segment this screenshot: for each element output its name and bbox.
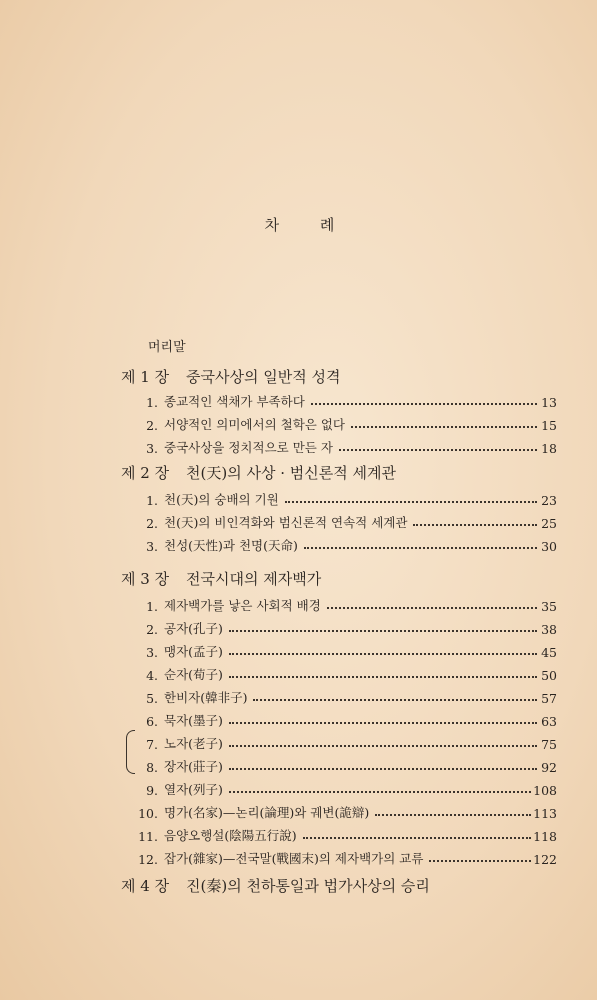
toc-entry (134, 730, 557, 752)
toc-entry (134, 509, 557, 531)
leader-dots (375, 814, 531, 816)
leader-dots (229, 676, 537, 678)
entry-page: 18 (541, 441, 557, 456)
entry-number: 11. (138, 829, 158, 844)
toc-entry (134, 434, 557, 456)
entry-text: 묵자(墨子) (164, 713, 223, 728)
chapter-heading-3 (121, 568, 321, 589)
entry-text: 천(天)의 숭배의 기원 (164, 492, 279, 507)
entry-text: 맹자(孟子) (164, 644, 223, 659)
leader-dots (303, 837, 532, 839)
entry-page: 15 (541, 418, 557, 433)
chapter-number: 제 3 장 (121, 570, 170, 588)
entry-number: 5. (146, 691, 158, 706)
leader-dots (229, 768, 537, 770)
entry-number: 3. (146, 539, 158, 554)
chapter-heading-4 (121, 875, 430, 896)
entry-page: 23 (541, 493, 557, 508)
chapter-number: 제 2 장 (121, 464, 170, 482)
chapter-number: 제 4 장 (121, 877, 170, 895)
toc-entry (134, 776, 557, 798)
entry-page: 50 (541, 668, 557, 683)
toc-entry (134, 661, 557, 683)
entry-number: 2. (146, 418, 158, 433)
chapter-title: 중국사상의 일반적 성격 (186, 368, 341, 386)
entry-page: 13 (541, 395, 557, 410)
toc-entry (134, 411, 557, 433)
entry-number: 10. (138, 806, 158, 821)
leader-dots (229, 791, 531, 793)
toc-entry (134, 638, 557, 660)
leader-dots (229, 653, 537, 655)
entry-text: 장자(莊子) (164, 759, 223, 774)
entry-text: 종교적인 색채가 부족하다 (164, 394, 305, 409)
chapter-heading-2 (121, 462, 396, 483)
chapter-title: 진(秦)의 천하통일과 법가사상의 승리 (186, 877, 430, 895)
entry-page: 57 (541, 691, 557, 706)
toc-entry (134, 684, 557, 706)
entry-text: 한비자(韓非子) (164, 690, 248, 705)
toc-entry (134, 707, 557, 729)
entry-text: 잡가(雜家)—전국말(戰國末)의 제자백가의 교류 (164, 851, 424, 866)
entry-number: 3. (146, 441, 158, 456)
entry-page: 63 (541, 714, 557, 729)
leader-dots (429, 860, 531, 862)
entry-page: 25 (541, 516, 557, 531)
entry-page: 35 (541, 599, 557, 614)
entry-number: 7. (146, 737, 158, 752)
entry-text: 순자(荀子) (164, 667, 223, 682)
leader-dots (229, 722, 537, 724)
entry-text: 노자(老子) (164, 736, 223, 751)
toc-entry (134, 753, 557, 775)
chapter-heading-1 (121, 366, 340, 387)
toc-entry (134, 486, 557, 508)
entry-text: 서양적인 의미에서의 철학은 없다 (164, 417, 345, 432)
entry-page: 108 (533, 783, 557, 798)
toc-entry (134, 592, 557, 614)
toc-entry (134, 532, 557, 554)
entry-text: 천(天)의 비인격화와 범신론적 연속적 세계관 (164, 515, 408, 530)
entry-text: 열자(列子) (164, 782, 223, 797)
entry-number: 4. (146, 668, 158, 683)
leader-dots (229, 630, 537, 632)
toc-entry (134, 845, 557, 867)
toc-entry (134, 822, 557, 844)
entry-number: 1. (146, 493, 158, 508)
entry-number: 2. (146, 516, 158, 531)
chapter-number: 제 1 장 (121, 368, 170, 386)
entry-page: 45 (541, 645, 557, 660)
entry-number: 1. (146, 395, 158, 410)
preface-heading: 머리말 (148, 340, 186, 355)
entry-text: 중국사상을 정치적으로 만든 자 (164, 440, 333, 455)
entry-number: 6. (146, 714, 158, 729)
leader-dots (311, 403, 537, 405)
chapter-title: 천(天)의 사상 · 범신론적 세계관 (186, 464, 396, 482)
entry-page: 118 (533, 829, 557, 844)
leader-dots (351, 426, 537, 428)
leader-dots (304, 547, 537, 549)
leader-dots (339, 449, 537, 451)
entry-page: 38 (541, 622, 557, 637)
entry-page: 113 (533, 806, 557, 821)
leader-dots (327, 607, 537, 609)
page-title: 차 례 (264, 216, 353, 234)
entry-page: 30 (541, 539, 557, 554)
entry-number: 1. (146, 599, 158, 614)
entry-number: 12. (138, 852, 158, 867)
leader-dots (413, 524, 537, 526)
entry-number: 8. (146, 760, 158, 775)
toc-entry (134, 615, 557, 637)
entry-number: 9. (146, 783, 158, 798)
chapter-title: 전국시대의 제자백가 (186, 570, 322, 588)
entry-text: 천성(天性)과 천명(天命) (164, 538, 298, 553)
leader-dots (253, 699, 537, 701)
entry-page: 92 (541, 760, 557, 775)
entry-text: 음양오행설(陰陽五行說) (164, 828, 297, 843)
entry-number: 3. (146, 645, 158, 660)
leader-dots (285, 501, 537, 503)
toc-entry (134, 799, 557, 821)
entry-text: 명가(名家)—논리(論理)와 궤변(詭辯) (164, 805, 370, 820)
entry-page: 122 (533, 852, 557, 867)
entry-number: 2. (146, 622, 158, 637)
entry-text: 제자백가를 낳은 사회적 배경 (164, 598, 321, 613)
entry-text: 공자(孔子) (164, 621, 223, 636)
entry-page: 75 (541, 737, 557, 752)
toc-entry (134, 388, 557, 410)
leader-dots (229, 745, 537, 747)
